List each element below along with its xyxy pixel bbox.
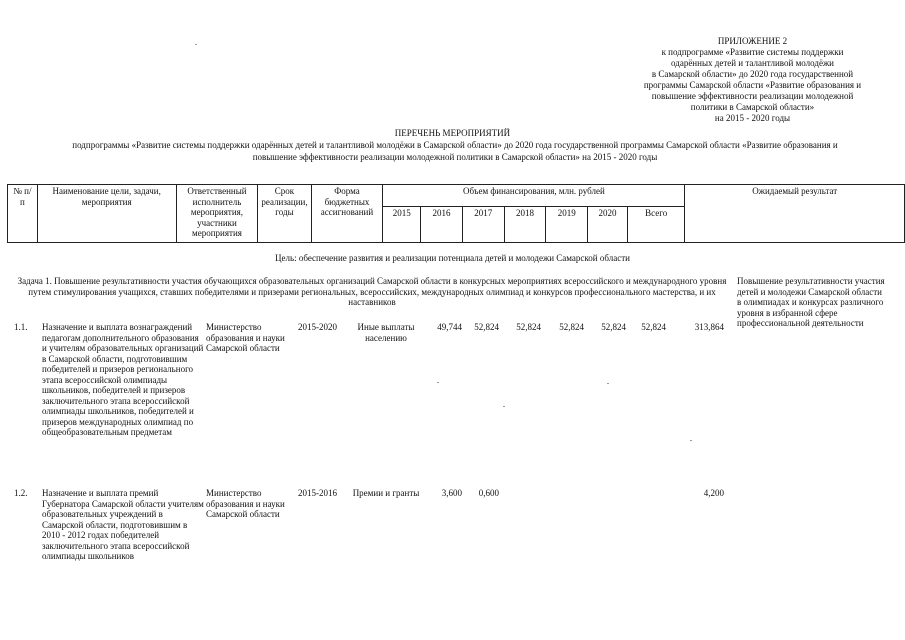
header-year: 2015: [383, 207, 421, 243]
scan-speck: [503, 406, 505, 407]
task-text: Задача 1. Повышение результативности участия обучающихся образовательных организаций Самарской области в конкурсных мероприятиях всероссийского и международного уровня путем стимулирования учащихся, ставших победителями и призерами региональных, всероссийских, международных олимпиад и конкурсов профессионального мастерства, и их наставников: [17, 276, 727, 307]
scan-speck: [607, 383, 609, 384]
scan-speck: [690, 440, 692, 441]
row-num: 1.2.: [14, 488, 28, 498]
appendix-line: политики в Самарской области»: [690, 102, 815, 112]
appendix-line: программы Самарской области «Развитие образования и: [643, 80, 862, 90]
value-2015: 3,600: [441, 488, 462, 498]
header-year: 2018: [504, 207, 546, 243]
value-2017: 52,824: [516, 322, 541, 332]
value-2016: 52,824: [474, 322, 499, 332]
row-form: Иные выплаты населению: [357, 322, 415, 343]
header-year: 2016: [421, 207, 463, 243]
value-2016: 0,600: [478, 488, 499, 498]
document-subtitle: подпрограммы «Развитие системы поддержки одарённых детей и талантливой молодёжи в Самарской области» до 2020 года государственной программы Самарской области «Развитие образования и повышение эффективности реализации молодежной политики в Самарской области» на 2015 - 2020 годы: [72, 140, 838, 162]
scan-speck: [195, 44, 197, 45]
value-2018: 52,824: [559, 322, 584, 332]
value-total: 313,864: [694, 322, 724, 332]
header-year: 2020: [588, 207, 628, 243]
header-num: № п/п: [8, 185, 38, 243]
value-2020: 52,824: [641, 322, 666, 332]
header-year: 2017: [462, 207, 504, 243]
header-volume: Объем финансирования, млн. рублей: [383, 185, 685, 207]
row-term: 2015-2020: [298, 322, 337, 332]
header-result: Ожидаемый результат: [685, 185, 905, 243]
document-title: ПЕРЕЧЕНЬ МЕРОПРИЯТИЙ: [394, 128, 511, 138]
header-form: Форма бюджетных ассигнований: [311, 185, 383, 243]
header-responsible: Ответственный исполнитель мероприятия, участники мероприятия: [176, 185, 258, 243]
scan-speck: [437, 382, 439, 383]
value-2015: 49,744: [437, 322, 462, 332]
row-name: Назначение и выплата премий Губернатора Самарской области учителям образовательных учреждений в Самарской области, подготовившим в 2010 - 2012 годах победителей заключительного этапа всероссийской олимпиады школьников: [42, 488, 204, 561]
value-2019: 52,824: [601, 322, 626, 332]
goal-text: Цель: обеспечение развития и реализации потенциала детей и молодежи Самарской области: [275, 253, 630, 263]
header-year: 2019: [546, 207, 588, 243]
appendix-line: к подпрограмме «Развитие системы поддержки: [661, 47, 844, 57]
events-table-header: [7, 184, 905, 243]
appendix-line: ПРИЛОЖЕНИЕ 2: [717, 36, 788, 46]
appendix-line: повышение эффективности реализации молодежной: [651, 91, 854, 101]
row-responsible: Министерство образования и науки Самарской области: [206, 322, 285, 353]
appendix-line: одарённых детей и талантливой молодёжи: [671, 58, 834, 68]
appendix-line: на 2015 - 2020 годы: [714, 113, 791, 123]
row-term: 2015-2016: [298, 488, 337, 498]
header-total: Всего: [627, 207, 685, 243]
expected-result: Повышение результативности участия детей и молодежи Самарской области в олимпиадах и конкурсах различного уровня в избранной сфере профессиональной деятельности: [737, 276, 885, 328]
row-name: Назначение и выплата вознаграждений педагогам дополнительного образования и учителям образовательных организаций в Самарской области, подготовившим победителей и призеров регионального этапа всероссийской олимпиады школьников, победителей и призеров заключительного этапа всероссийской олимпиады школьников, победителей и призеров международных олимпиад по общеобразовательным предметам: [42, 322, 204, 437]
appendix-block: [630, 36, 875, 124]
row-num: 1.1.: [14, 322, 28, 332]
row-form: Премии и гранты: [352, 488, 420, 498]
header-name: Наименование цели, задачи, мероприятия: [37, 185, 176, 243]
row-responsible: Министерство образования и науки Самарской области: [206, 488, 285, 519]
appendix-line: в Самарской области» до 2020 года государственной: [651, 69, 854, 79]
value-total: 4,200: [703, 488, 724, 498]
header-term: Срок реализации, годы: [258, 185, 311, 243]
